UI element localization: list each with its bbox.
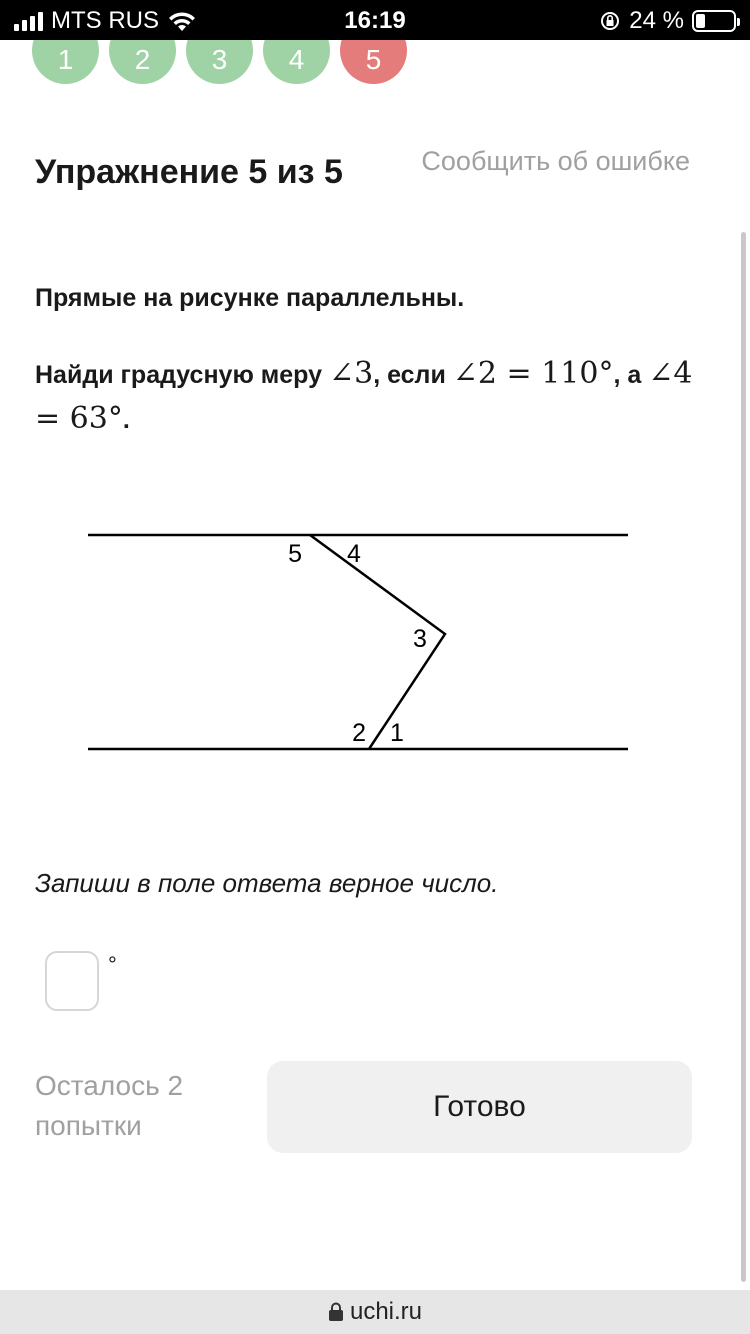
degree-symbol: ° bbox=[108, 952, 117, 977]
parallel-lines-figure bbox=[80, 520, 640, 760]
battery-percent: 24 % bbox=[629, 7, 684, 34]
angle-label-3: 3 bbox=[413, 625, 427, 653]
orientation-lock-icon bbox=[599, 10, 621, 32]
step-4[interactable]: 4 bbox=[263, 40, 330, 84]
report-error-link[interactable]: Сообщить об ошибке bbox=[421, 146, 690, 176]
step-2[interactable]: 2 bbox=[109, 40, 176, 84]
battery-icon bbox=[692, 10, 736, 32]
lock-icon bbox=[328, 1302, 344, 1322]
step-3[interactable]: 3 bbox=[186, 40, 253, 84]
angle-label-5: 5 bbox=[288, 540, 302, 568]
exercise-steps bbox=[32, 40, 407, 84]
submit-button[interactable]: Готово bbox=[267, 1061, 692, 1153]
url-domain: uchi.ru bbox=[349, 1298, 423, 1325]
step-5[interactable]: 5 bbox=[340, 40, 407, 84]
carrier-name: MTS RUS bbox=[51, 7, 159, 34]
scrollbar[interactable] bbox=[741, 232, 746, 1282]
browser-url-bar[interactable] bbox=[0, 1290, 750, 1334]
angle-label-4: 4 bbox=[347, 540, 361, 568]
attempts-left: Осталось 2 попытки bbox=[35, 1070, 184, 1141]
answer-instruction: Запиши в поле ответа верное число. bbox=[35, 868, 499, 898]
clock: 16:19 bbox=[344, 7, 406, 34]
problem-statement: Прямые на рисунке параллельны. bbox=[35, 284, 465, 312]
problem-question: Найди градусную меру ∠3, если ∠2 = 110°, а ∠4 = 63°. bbox=[35, 356, 693, 436]
status-bar bbox=[0, 0, 750, 40]
angle-label-1: 1 bbox=[390, 719, 404, 747]
step-1[interactable]: 1 bbox=[32, 40, 99, 84]
answer-input[interactable] bbox=[45, 951, 99, 1011]
angle-label-2: 2 bbox=[352, 719, 366, 747]
exercise-title: Упражнение 5 из 5 bbox=[35, 153, 343, 191]
